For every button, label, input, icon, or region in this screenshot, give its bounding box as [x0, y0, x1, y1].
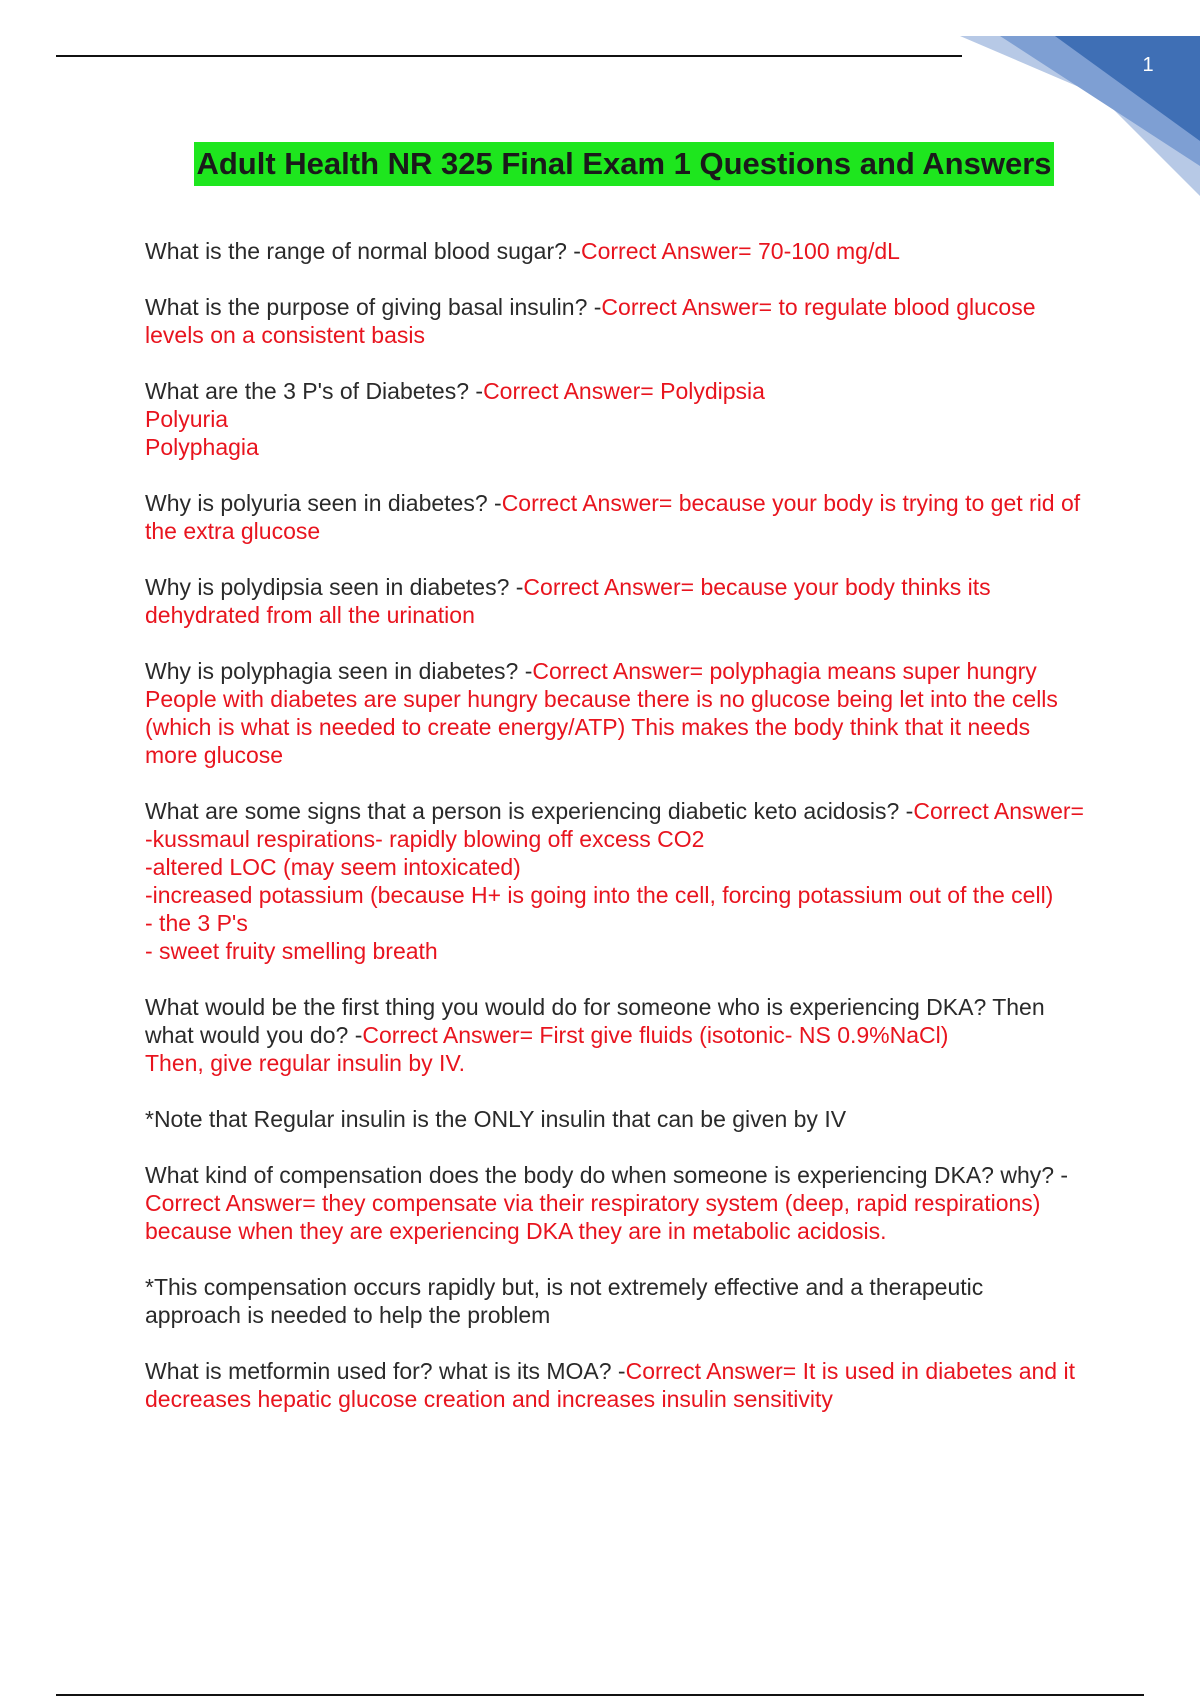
answer-line: People with diabetes are super hungry because there is no glucose being let into the cells (which is what is needed to create energy/ATP) This makes the body think that it needs more glucose: [145, 686, 1058, 768]
qa-item: [145, 993, 1085, 1077]
answer-text: Correct Answer= because your body is trying to get rid of the extra glucose: [145, 490, 1081, 544]
answer-text: Correct Answer= because your body thinks its dehydrated from all the urination: [145, 574, 991, 628]
corner-shape-dark: [1055, 36, 1200, 141]
answer-text: Correct Answer= It is used in diabetes and it decreases hepatic glucose creation and increases insulin sensitivity: [145, 1358, 1075, 1412]
answer-text: Correct Answer= 70-100 mg/dL: [580, 238, 900, 264]
title-container: [0, 142, 1200, 186]
answer-line: - the 3 P's: [145, 910, 248, 936]
note-text: *This compensation occurs rapidly but, is not extremely effective and a therapeutic approach is needed to help the problem: [145, 1274, 984, 1328]
answer-line: -altered LOC (may seem intoxicated): [145, 854, 521, 880]
qa-item: [145, 489, 1085, 545]
qa-item: [145, 293, 1085, 349]
question-text: What kind of compensation does the body do when someone is experiencing DKA? why? -: [145, 1162, 1069, 1188]
qa-list: [145, 237, 1085, 1441]
question-text: What is the range of normal blood sugar? -: [145, 238, 581, 264]
page-number: 1: [1142, 54, 1154, 76]
question-text: What is metformin used for? what is its MOA? -: [145, 1358, 626, 1384]
note-item: [145, 1273, 1085, 1329]
question-text: Why is polyuria seen in diabetes? -: [145, 490, 502, 516]
answer-text: Correct Answer= polyphagia means super hungry: [532, 658, 1037, 684]
note-item: [145, 1105, 1085, 1133]
answer-line: -increased potassium (because H+ is going into the cell, forcing potassium out of the cell): [145, 882, 1054, 908]
qa-item: [145, 1161, 1085, 1245]
qa-item: [145, 377, 1085, 461]
question-text: What would be the first thing you would do for someone who is experiencing DKA? Then what would you do? -: [145, 994, 1045, 1048]
qa-item: [145, 237, 1085, 265]
answer-line: Polyphagia: [145, 434, 259, 460]
answer-line: Polyuria: [145, 406, 229, 432]
question-text: What is the purpose of giving basal insulin? -: [145, 294, 602, 320]
answer-text: Correct Answer= they compensate via their respiratory system (deep, rapid respirations) because when they are experiencing DKA they are in metabolic acidosis.: [145, 1190, 1041, 1244]
question-text: What are some signs that a person is experiencing diabetic keto acidosis? -: [145, 798, 914, 824]
qa-item: [145, 797, 1085, 965]
question-text: What are the 3 P's of Diabetes? -: [145, 378, 484, 404]
question-text: Why is polydipsia seen in diabetes? -: [145, 574, 524, 600]
answer-line: Then, give regular insulin by IV.: [145, 1050, 466, 1076]
header-rule: [56, 55, 962, 57]
answer-text: Correct Answer= to regulate blood glucose levels on a consistent basis: [145, 294, 1036, 348]
answer-text: Correct Answer= -kussmaul respirations- rapidly blowing off excess CO2: [145, 798, 1084, 852]
answer-text: Correct Answer= Polydipsia: [483, 378, 765, 404]
qa-item: [145, 657, 1085, 769]
note-text: *Note that Regular insulin is the ONLY insulin that can be given by IV: [145, 1106, 847, 1132]
question-text: Why is polyphagia seen in diabetes? -: [145, 658, 533, 684]
document-title: Adult Health NR 325 Final Exam 1 Questions and Answers: [194, 142, 1053, 186]
footer-rule: [56, 1694, 1144, 1696]
qa-item: [145, 1357, 1085, 1413]
answer-line: - sweet fruity smelling breath: [145, 938, 438, 964]
answer-text: Correct Answer= First give fluids (isotonic- NS 0.9%NaCl): [362, 1022, 949, 1048]
qa-item: [145, 573, 1085, 629]
